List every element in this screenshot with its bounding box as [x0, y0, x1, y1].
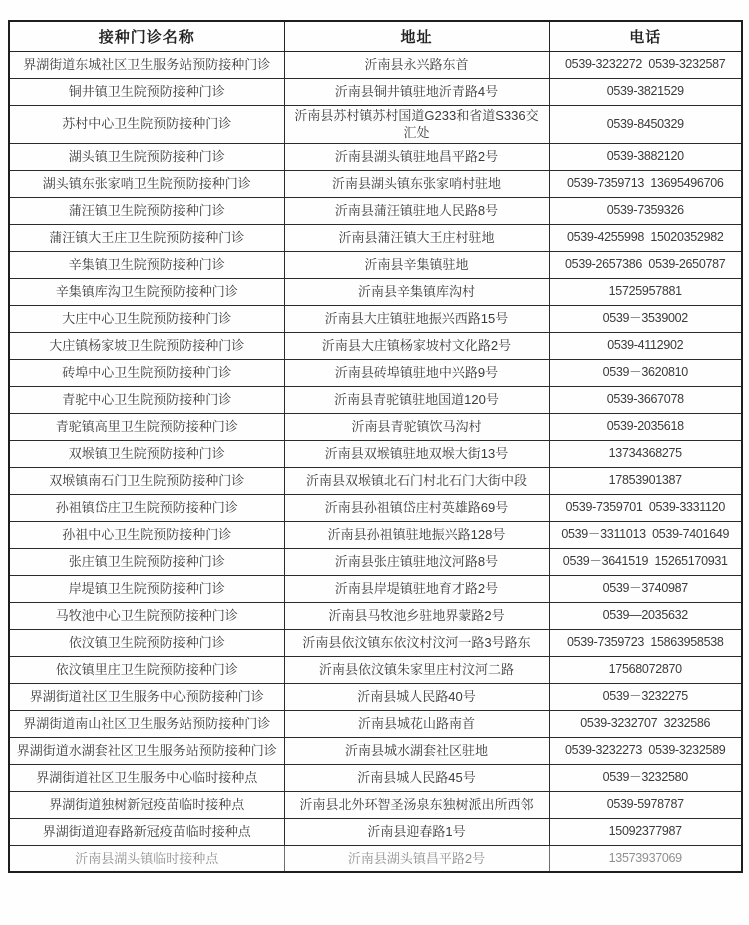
address-cell: 沂南县双堠镇驻地双堠大街13号 — [284, 440, 549, 467]
phone-cell: 0539-7359701 0539-3331120 — [549, 494, 742, 521]
table-row — [9, 386, 742, 413]
address-cell: 沂南县城水湖套社区驻地 — [284, 737, 549, 764]
phone-cell: 0539－3232580 — [549, 764, 742, 791]
table-row — [9, 143, 742, 170]
clinic-name-cell: 湖头镇卫生院预防接种门诊 — [9, 143, 284, 170]
clinic-name-cell: 界湖街道东城社区卫生服务站预防接种门诊 — [9, 51, 284, 78]
address-cell: 沂南县永兴路东首 — [284, 51, 549, 78]
clinic-name-cell: 蒲汪镇卫生院预防接种门诊 — [9, 197, 284, 224]
table-row — [9, 105, 742, 143]
phone-cell: 17853901387 — [549, 467, 742, 494]
phone-cell: 15092377987 — [549, 818, 742, 845]
table-row — [9, 413, 742, 440]
address-cell: 沂南县苏村镇苏村国道G233和省道S336交汇处 — [284, 105, 549, 143]
clinic-name-cell: 砖埠中心卫生院预防接种门诊 — [9, 359, 284, 386]
clinic-name-cell: 苏村中心卫生院预防接种门诊 — [9, 105, 284, 143]
address-cell: 沂南县湖头镇驻地昌平路2号 — [284, 143, 549, 170]
table-row — [9, 656, 742, 683]
table-row — [9, 359, 742, 386]
phone-cell: 0539-3821529 — [549, 78, 742, 105]
table-row — [9, 602, 742, 629]
phone-cell: 13734368275 — [549, 440, 742, 467]
clinic-name-cell: 界湖街道社区卫生服务中心临时接种点 — [9, 764, 284, 791]
clinic-name-cell: 大庄镇杨家坡卫生院预防接种门诊 — [9, 332, 284, 359]
address-cell: 沂南县张庄镇驻地汶河路8号 — [284, 548, 549, 575]
address-cell: 沂南县大庄镇驻地振兴西路15号 — [284, 305, 549, 332]
address-cell: 沂南县城花山路南首 — [284, 710, 549, 737]
address-cell: 沂南县蒲汪镇大王庄村驻地 — [284, 224, 549, 251]
table-row — [9, 791, 742, 818]
table-row — [9, 629, 742, 656]
address-cell: 沂南县砖埠镇驻地中兴路9号 — [284, 359, 549, 386]
address-cell: 沂南县孙祖镇驻地振兴路128号 — [284, 521, 549, 548]
table-row — [9, 683, 742, 710]
phone-cell: 0539-7359713 13695496706 — [549, 170, 742, 197]
clinic-name-cell: 依汶镇里庄卫生院预防接种门诊 — [9, 656, 284, 683]
table-row — [9, 845, 742, 872]
col-header-phone: 电话 — [549, 21, 742, 51]
clinic-name-cell: 青驼镇高里卫生院预防接种门诊 — [9, 413, 284, 440]
table-row — [9, 521, 742, 548]
address-cell: 沂南县依汶镇东依汶村汶河一路3号路东 — [284, 629, 549, 656]
clinic-name-cell: 张庄镇卫生院预防接种门诊 — [9, 548, 284, 575]
phone-cell: 0539—2035632 — [549, 602, 742, 629]
address-cell: 沂南县青驼镇饮马沟村 — [284, 413, 549, 440]
clinic-name-cell: 界湖街道迎春路新冠疫苗临时接种点 — [9, 818, 284, 845]
phone-cell: 17568072870 — [549, 656, 742, 683]
phone-cell: 0539-7359723 15863958538 — [549, 629, 742, 656]
clinic-name-cell: 孙祖中心卫生院预防接种门诊 — [9, 521, 284, 548]
clinic-name-cell: 岸堤镇卫生院预防接种门诊 — [9, 575, 284, 602]
table-row — [9, 78, 742, 105]
phone-cell: 13573937069 — [549, 845, 742, 872]
clinic-name-cell: 沂南县湖头镇临时接种点 — [9, 845, 284, 872]
table-row — [9, 278, 742, 305]
phone-cell: 0539-3232272 0539-3232587 — [549, 51, 742, 78]
clinic-name-cell: 湖头镇东张家哨卫生院预防接种门诊 — [9, 170, 284, 197]
clinic-name-cell: 铜井镇卫生院预防接种门诊 — [9, 78, 284, 105]
address-cell: 沂南县岸堤镇驻地育才路2号 — [284, 575, 549, 602]
phone-cell: 0539-7359326 — [549, 197, 742, 224]
address-cell: 沂南县铜井镇驻地沂青路4号 — [284, 78, 549, 105]
clinic-name-cell: 界湖街道水湖套社区卫生服务站预防接种门诊 — [9, 737, 284, 764]
phone-cell: 0539－3740987 — [549, 575, 742, 602]
table-row — [9, 224, 742, 251]
phone-cell: 0539-5978787 — [549, 791, 742, 818]
phone-cell: 0539－3620810 — [549, 359, 742, 386]
table-row — [9, 575, 742, 602]
header-row — [9, 21, 742, 51]
address-cell: 沂南县马牧池乡驻地界蒙路2号 — [284, 602, 549, 629]
phone-cell: 0539－3641519 15265170931 — [549, 548, 742, 575]
table-row — [9, 467, 742, 494]
address-cell: 沂南县双堠镇北石门村北石门大街中段 — [284, 467, 549, 494]
clinic-name-cell: 辛集镇库沟卫生院预防接种门诊 — [9, 278, 284, 305]
address-cell: 沂南县辛集镇库沟村 — [284, 278, 549, 305]
table-row — [9, 440, 742, 467]
clinic-name-cell: 界湖街道南山社区卫生服务站预防接种门诊 — [9, 710, 284, 737]
address-cell: 沂南县北外环智圣汤泉东独树派出所西邻 — [284, 791, 549, 818]
phone-cell: 0539-3882120 — [549, 143, 742, 170]
address-cell: 沂南县青驼镇驻地国道120号 — [284, 386, 549, 413]
col-header-clinic-name: 接种门诊名称 — [9, 21, 284, 51]
phone-cell: 0539-2035618 — [549, 413, 742, 440]
table-row — [9, 764, 742, 791]
phone-cell: 15725957881 — [549, 278, 742, 305]
phone-cell: 0539-8450329 — [549, 105, 742, 143]
phone-cell: 0539－3232275 — [549, 683, 742, 710]
address-cell: 沂南县城人民路40号 — [284, 683, 549, 710]
address-cell: 沂南县孙祖镇岱庄村英雄路69号 — [284, 494, 549, 521]
col-header-address: 地址 — [284, 21, 549, 51]
table-row — [9, 170, 742, 197]
address-cell: 沂南县湖头镇东张家哨村驻地 — [284, 170, 549, 197]
address-cell: 沂南县迎春路1号 — [284, 818, 549, 845]
phone-cell: 0539－3539002 — [549, 305, 742, 332]
address-cell: 沂南县依汶镇朱家里庄村汶河二路 — [284, 656, 549, 683]
clinic-name-cell: 双堠镇南石门卫生院预防接种门诊 — [9, 467, 284, 494]
clinic-name-cell: 界湖街道社区卫生服务中心预防接种门诊 — [9, 683, 284, 710]
table-row — [9, 51, 742, 78]
table-row — [9, 737, 742, 764]
phone-cell: 0539－3311013 0539-7401649 — [549, 521, 742, 548]
vaccination-clinic-table — [8, 20, 743, 873]
table-row — [9, 332, 742, 359]
table-row — [9, 197, 742, 224]
address-cell: 沂南县湖头镇昌平路2号 — [284, 845, 549, 872]
clinic-name-cell: 马牧池中心卫生院预防接种门诊 — [9, 602, 284, 629]
table-row — [9, 548, 742, 575]
clinic-name-cell: 孙祖镇岱庄卫生院预防接种门诊 — [9, 494, 284, 521]
table-row — [9, 305, 742, 332]
clinic-name-cell: 青驼中心卫生院预防接种门诊 — [9, 386, 284, 413]
address-cell: 沂南县大庄镇杨家坡村文化路2号 — [284, 332, 549, 359]
table-row — [9, 494, 742, 521]
table-row — [9, 818, 742, 845]
table-row — [9, 251, 742, 278]
clinic-name-cell: 界湖街道独树新冠疫苗临时接种点 — [9, 791, 284, 818]
clinic-name-cell: 依汶镇卫生院预防接种门诊 — [9, 629, 284, 656]
phone-cell: 0539-3232273 0539-3232589 — [549, 737, 742, 764]
phone-cell: 0539-2657386 0539-2650787 — [549, 251, 742, 278]
phone-cell: 0539-3232707 3232586 — [549, 710, 742, 737]
address-cell: 沂南县城人民路45号 — [284, 764, 549, 791]
table-row — [9, 710, 742, 737]
clinic-name-cell: 辛集镇卫生院预防接种门诊 — [9, 251, 284, 278]
clinic-name-cell: 蒲汪镇大王庄卫生院预防接种门诊 — [9, 224, 284, 251]
address-cell: 沂南县辛集镇驻地 — [284, 251, 549, 278]
phone-cell: 0539-3667078 — [549, 386, 742, 413]
address-cell: 沂南县蒲汪镇驻地人民路8号 — [284, 197, 549, 224]
clinic-name-cell: 大庄中心卫生院预防接种门诊 — [9, 305, 284, 332]
phone-cell: 0539-4255998 15020352982 — [549, 224, 742, 251]
phone-cell: 0539-4112902 — [549, 332, 742, 359]
clinic-name-cell: 双堠镇卫生院预防接种门诊 — [9, 440, 284, 467]
